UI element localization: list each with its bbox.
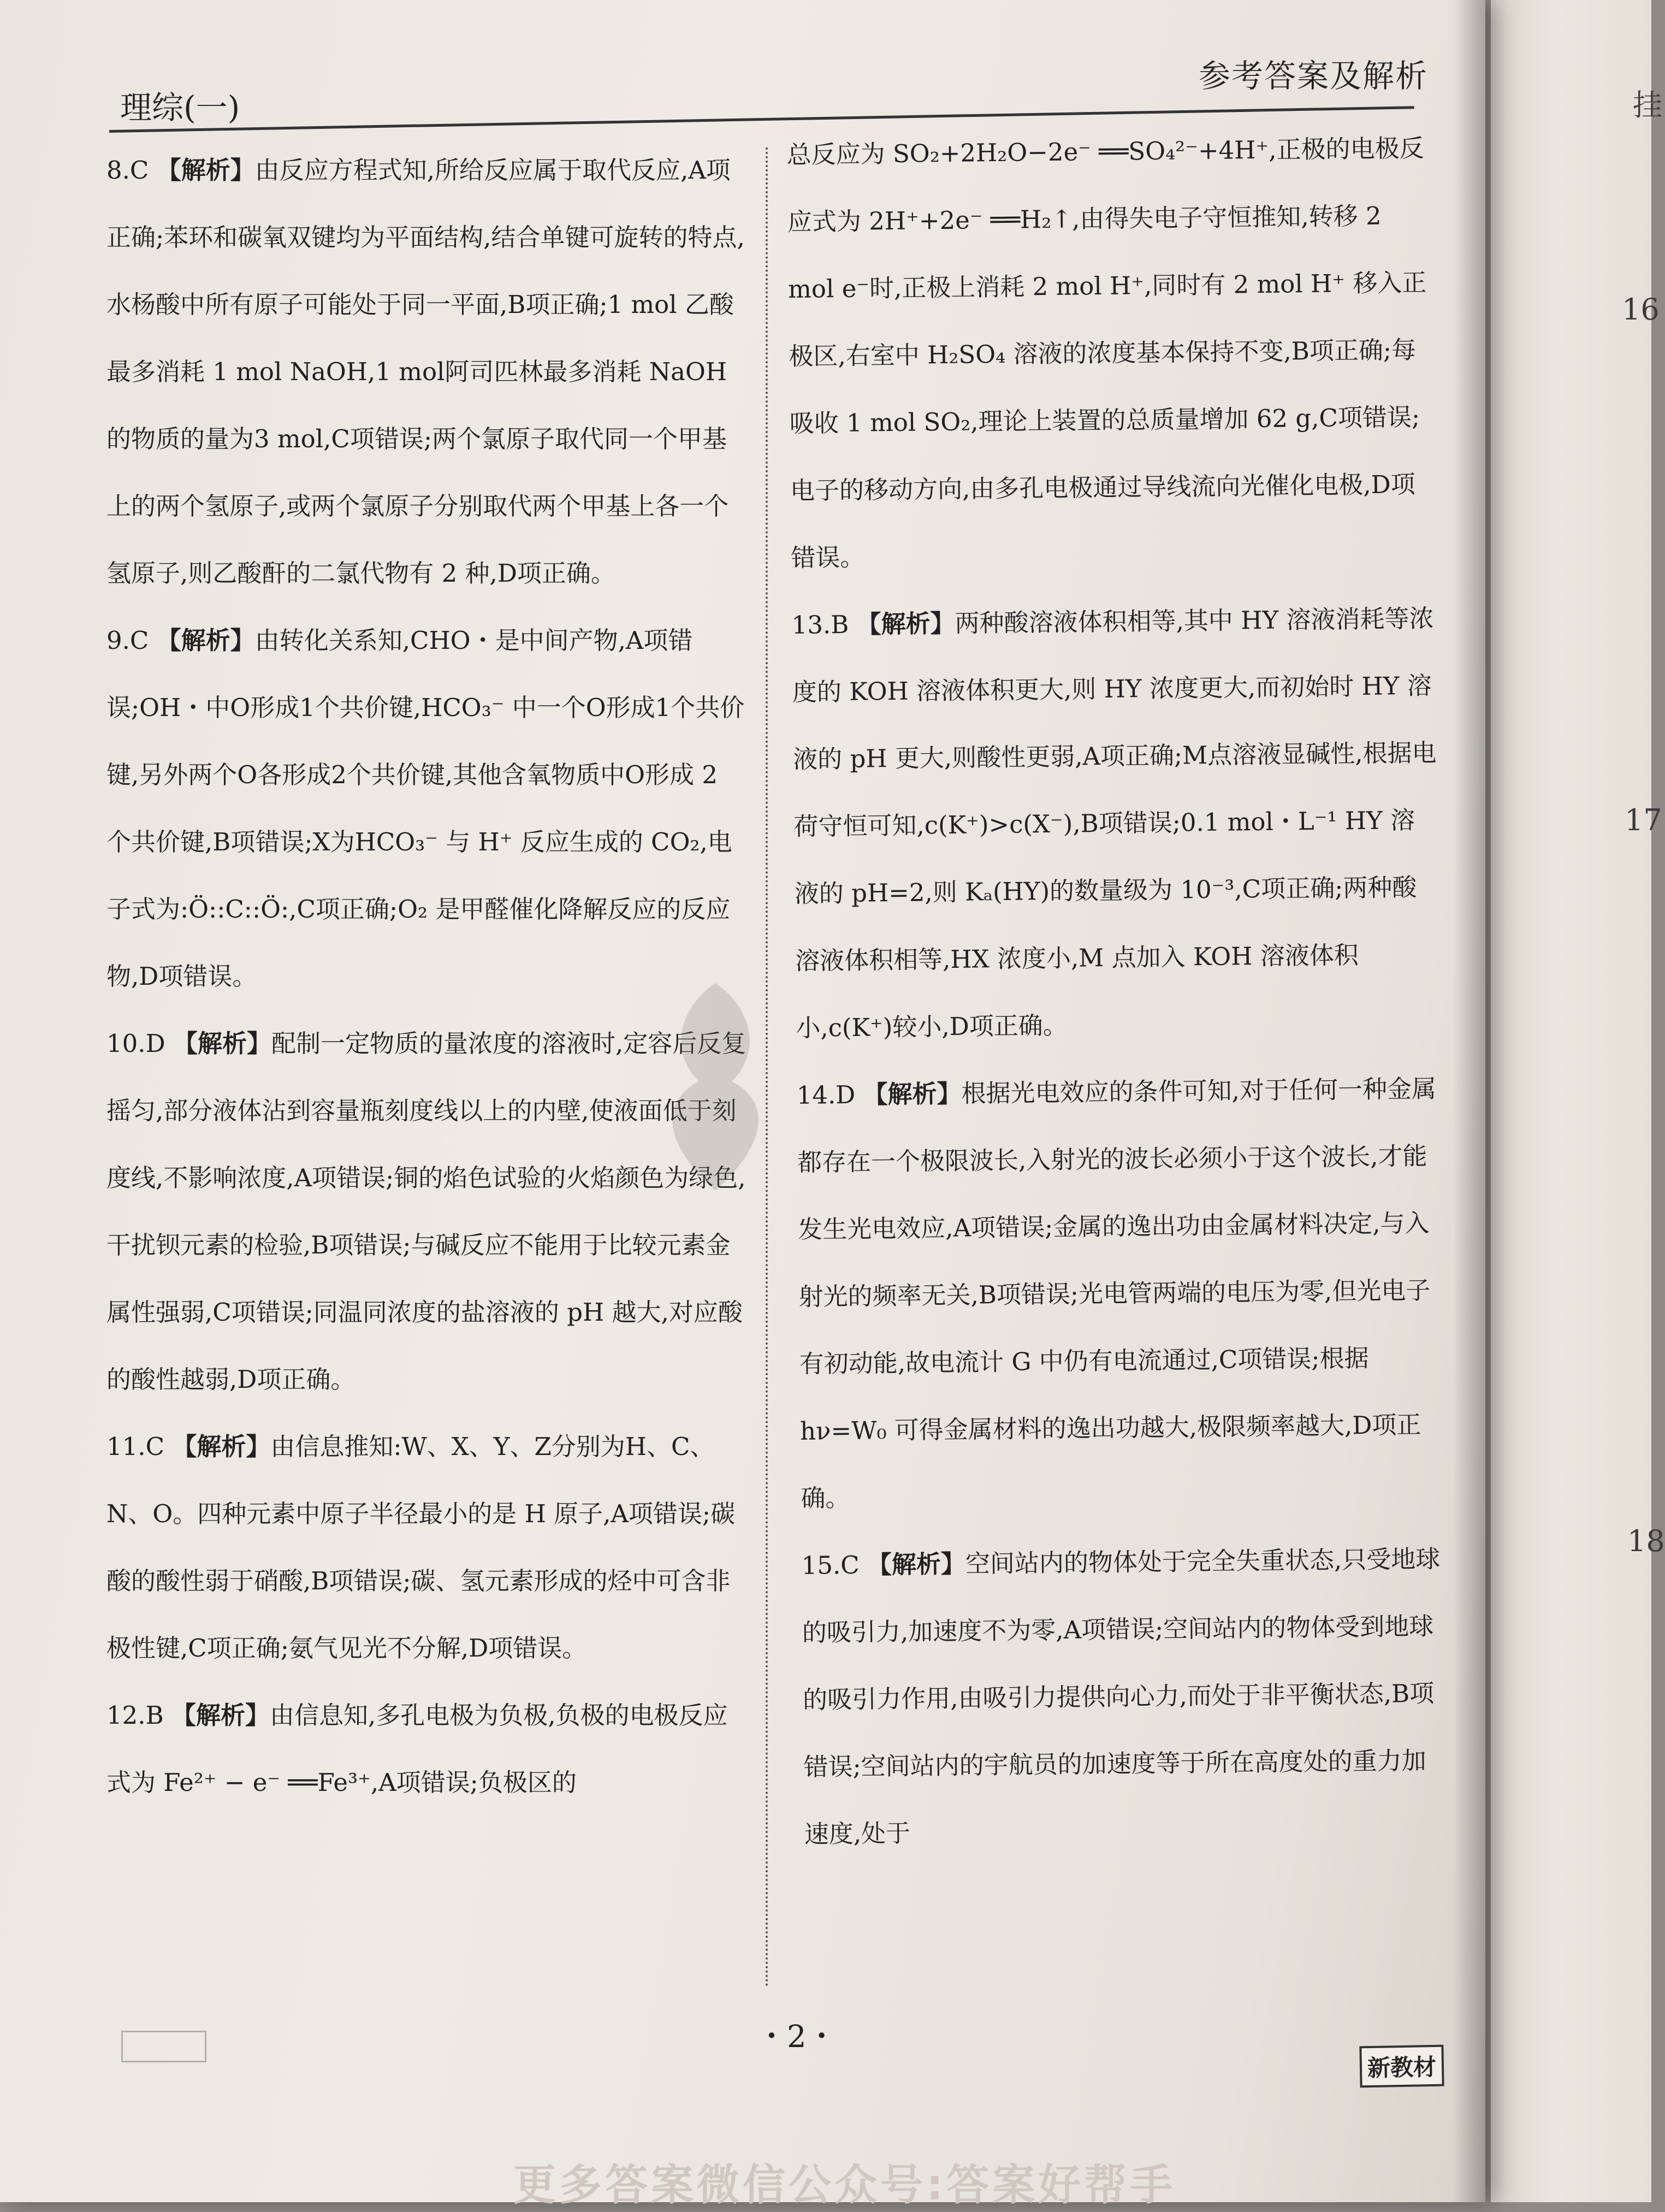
answer-text: 两种酸溶液体积相等,其中 HY 溶液消耗等浓度的 KOH 溶液体积更大,则 HY 浓度更大,而初始时 HY 溶液的 pH 更大,则酸性更弱,A项正确;M点溶液显碱性,根据电荷守恒可知,c(K⁺)>c(X⁻),B项错误;0.1 mol・L⁻¹ HY 溶液的 pH=2,则 Kₐ(HY)的数量级为 10⁻³,C项正确;两种酸溶液体积相等,HX 浓度小,M 点加入 KOH 溶液体积小,c(K⁺)较小,D项正确。: [792, 604, 1437, 1043]
next-page-edge: [1491, 0, 1665, 2202]
answer-number: 14.D: [796, 1080, 856, 1110]
next-page-text-2: 16: [1622, 292, 1660, 327]
answer-item-15: [801, 1525, 1449, 1868]
analysis-tag: 【解析】: [156, 156, 255, 185]
answer-text: 由反应方程式知,所给反应属于取代反应,A项正确;苯环和碳氧双键均为平面结构,结合单键可旋转的特点,水杨酸中所有原子可能处于同一平面,B项正确;1 mol 乙酸最多消耗 1 mol NaOH,1 mol阿司匹林最多消耗 NaOH 的物质的量为3 mol,C项错误;两个氯原子取代同一个甲基上的两个氢原子,或两个氯原子分别取代两个甲基上各一个氢原子,则乙酸酐的二氯代物有 2 种,D项正确。: [106, 156, 745, 588]
stamp-mark-faint: [121, 2031, 206, 2062]
answer-number: 8.C: [106, 156, 149, 185]
faint-logo-watermark: [633, 972, 797, 1202]
answer-number: 12.B: [106, 1701, 164, 1730]
answer-item-12: [106, 1682, 748, 1816]
answer-item-12-continued: [786, 115, 1436, 592]
answer-number: 11.C: [106, 1432, 164, 1461]
answer-number: 10.D: [106, 1029, 165, 1058]
answer-item-9: [106, 607, 748, 1010]
analysis-tag: 【解析】: [856, 608, 955, 639]
analysis-tag: 【解析】: [863, 1079, 962, 1109]
answer-number: 9.C: [106, 626, 149, 655]
answer-text: 根据光电效应的条件可知,对于任何一种金属都存在一个极限波长,入射光的波长必须小于这个波长,才能发生光电效应,A项错误;金属的逸出功由金属材料决定,与入射光的频率无关,B项错误;光电管两端的电压为零,但光电子有初动能,故电流计 G 中仍有电流通过,C项错误;根据 hν=W₀ 可得金属材料的逸出功越大,极限频率越大,D项正确。: [797, 1074, 1437, 1513]
analysis-tag: 【解析】: [171, 1701, 270, 1730]
right-column: [786, 115, 1449, 1868]
bottom-watermark: 更多答案微信公众号:答案好帮手: [513, 2161, 1176, 2210]
answer-text: 由信息推知:W、X、Y、Z分别为H、C、N、O。四种元素中原子半径最小的是 H 原子,A项错误;碳酸的酸性弱于硝酸,B项错误;碳、氢元素形成的烃中可含非极性键,C项正确;氨气见光不分解,D项错误。: [106, 1432, 736, 1663]
next-page-text-3: 17: [1625, 803, 1662, 837]
analysis-tag: 【解析】: [173, 1029, 271, 1058]
answer-text: 总反应为 SO₂+2H₂O−2e⁻ ══SO₄²⁻+4H⁺,正极的电极反应式为 2H⁺+2e⁻ ══H₂↑,由得失电子守恒推知,转移 2 mol e⁻时,正极上消耗 2 mol H⁺,同时有 2 mol H⁺ 移入正极区,右室中 H₂SO₄ 溶液的浓度基本保持不变,B项正确;每吸收 1 mol SO₂,理论上装置的总质量增加 62 g,C项错误;电子的移动方向,由多孔电极通过导线流向光催化电极,D项错误。: [786, 133, 1427, 572]
answer-text: 配制一定物质的量浓度的溶液时,定容后反复摇匀,部分液体沾到容量瓶刻度线以上的内壁,使液面低于刻度线,不影响浓度,A项错误;铜的焰色试验的火焰颜色为绿色,干扰钡元素的检验,B项错误;与碱反应不能用于比较元素金属性强弱,C项错误;同温同浓度的盐溶液的 pH 越大,对应酸的酸性越弱,D项正确。: [106, 1029, 746, 1394]
page-number: ・2・: [756, 2019, 837, 2055]
analysis-tag: 【解析】: [172, 1432, 271, 1461]
page-gutter-shadow: [1453, 0, 1485, 2202]
answer-item-8: [106, 137, 748, 607]
answer-text: 由信息知,多孔电极为负极,负极的电极反应式为 Fe²⁺ − e⁻ ══Fe³⁺,A项错误;负极区的: [106, 1701, 728, 1797]
next-page-text-4: 18: [1627, 1524, 1665, 1558]
answer-text: 由转化关系知,CHO・是中间产物,A项错误;OH・中O形成1个共价键,HCO₃⁻ 中一个O形成1个共价键,另外两个O各形成2个共价键,其他含氧物质中O形成 2 个共价键,B项错误;X为HCO₃⁻ 与 H⁺ 反应生成的 CO₂,电子式为:Ö::C::Ö:,C项正确;O₂ 是甲醛催化降解反应的反应物,D项错误。: [106, 626, 745, 991]
answer-item-13: [791, 585, 1441, 1062]
subject-title: 理综(一): [120, 89, 240, 126]
answer-text: 空间站内的物体处于完全失重状态,只受地球的吸引力,加速度不为零,A项错误;空间站内的物体受到地球的吸引力作用,由吸引力提供向心力,而处于非平衡状态,B项错误;空间站内的宇航员的加速度等于所在高度处的重力加速度,处于: [802, 1544, 1441, 1849]
answer-item-14: [796, 1055, 1445, 1532]
next-page-text-1: 挂: [1633, 88, 1662, 122]
section-title: 参考答案及解析: [1199, 57, 1429, 94]
answer-number: 13.B: [791, 610, 849, 640]
analysis-tag: 【解析】: [156, 626, 255, 655]
analysis-tag: 【解析】: [867, 1549, 966, 1580]
new-textbook-badge: 新教材: [1359, 2045, 1444, 2088]
answer-item-11: [106, 1413, 748, 1682]
answer-number: 15.C: [801, 1550, 860, 1580]
